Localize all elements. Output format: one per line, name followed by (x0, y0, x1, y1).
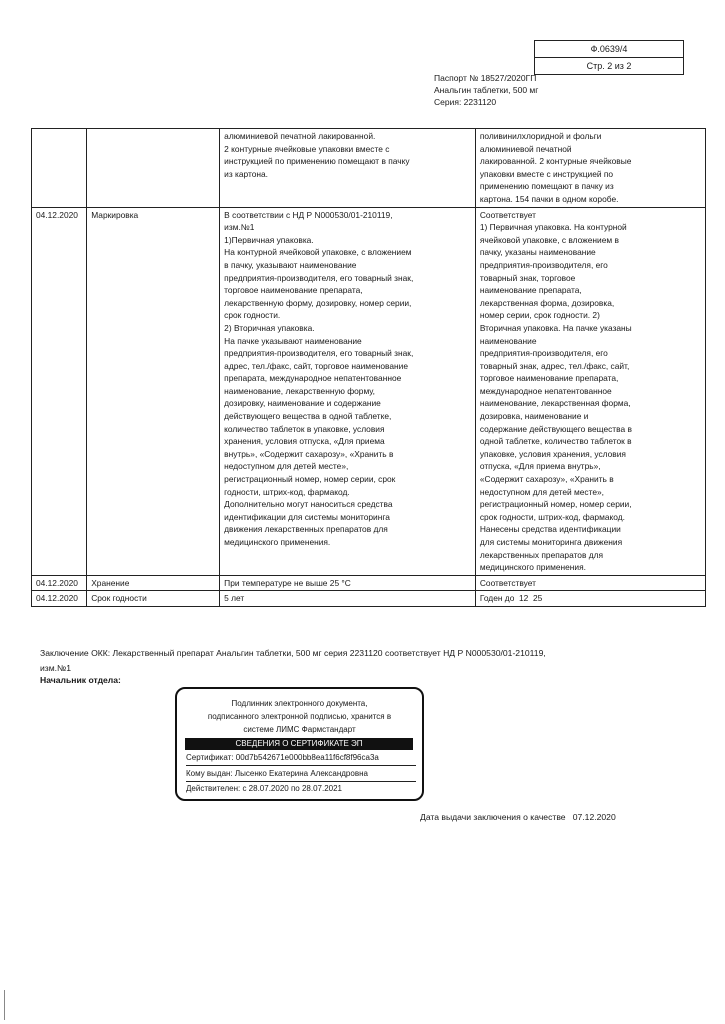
text-line: Нанесены средства идентификации (479, 524, 621, 535)
electronic-signature-stamp (175, 687, 424, 801)
text-line: недоступном для детей месте», (224, 461, 349, 472)
stamp-line: подписанного электронной подписью, хранится в (207, 712, 392, 721)
cell-name: Срок годности (87, 591, 220, 607)
text-line: внутрь», «Содержит сахарозу», «Хранить в (224, 448, 394, 459)
table-row-packaging (32, 129, 706, 208)
text-line: лакированной. 2 контурные ячейковые (479, 156, 632, 167)
cell-result: Соответствует (475, 575, 705, 591)
text-line: торговое наименование препарата, (479, 373, 619, 384)
stamp-issued-to: Кому выдан: Лысенко Екатерина Александровна (186, 769, 368, 778)
table-row-marking (32, 207, 706, 575)
table-row-storage (32, 575, 706, 591)
text-line: предприятия-производителя, его (479, 348, 608, 359)
cell-date: 04.12.2020 (32, 591, 87, 607)
text-line: поливинилхлоридной и фольги (479, 131, 602, 141)
text-line: лекарственная форма, дозировка, (479, 297, 615, 308)
text-line: лекарственную форму, дозировку, номер серии, (224, 297, 412, 308)
passport-header (434, 72, 538, 108)
text-line: алюминиевой печатной лакированной. (224, 131, 376, 141)
text-line: отпуска, «Для приема внутрь», (479, 461, 601, 472)
text-line: адрес, тел./факс, сайт, торговое наименование (224, 360, 408, 371)
stamp-underline (186, 781, 416, 782)
text-line: упаковке, условия хранения, условия (479, 448, 626, 459)
text-line: На контурной ячейковой упаковке, с вложением (224, 247, 412, 258)
cell-result: Годен до 12 25 (475, 591, 705, 607)
text-line: товарный знак, торговое (479, 272, 576, 283)
conclusion-line: изм.№1 (40, 663, 72, 673)
text-line: наименование, лекарственную форму, (224, 385, 375, 396)
form-code: Ф.0639/4 (590, 44, 628, 54)
text-line: дозировку, наименование и содержание (224, 398, 381, 409)
text-line: Дополнительно могут наноситься средства (224, 499, 393, 510)
text-line: в пачку, указывают наименование (224, 259, 357, 270)
text-line: одной таблетке, количество таблеток в (479, 436, 632, 447)
text-line: предприятия-производителя, его (479, 259, 608, 270)
text-line: 1) Первичная упаковка. На контурной (479, 222, 627, 233)
text-line: ячейковой упаковке, с вложением в (479, 234, 619, 245)
stamp-certificate-header: СВЕДЕНИЯ О СЕРТИФИКАТЕ ЭП (185, 738, 413, 750)
text-line: содержание действующего вещества в (479, 423, 632, 434)
text-line: для системы мониторинга движения (479, 537, 623, 547)
text-line: медицинского применения. (479, 562, 586, 573)
text-line: «Содержит сахарозу», «Хранить в (479, 474, 614, 485)
cell-date (32, 129, 87, 208)
conclusion-line: Заключение ОКК: Лекарственный препарат Анальгин таблетки, 500 мг серия 2231120 соответствует НД Р N000530/01-210119, (40, 648, 546, 658)
text-line: международное непатентованное (479, 385, 612, 396)
text-line: лекарственных препаратов для (479, 549, 604, 560)
text-line: препарата, международное непатентованное (224, 373, 402, 384)
text-line: недоступном для детей месте», (479, 486, 605, 497)
text-line: наименование (479, 335, 537, 346)
text-line: торговое наименование препарата, (224, 285, 363, 296)
cell-name: Хранение (87, 575, 220, 591)
text-line: действующего вещества в одной таблетке, (224, 411, 392, 422)
results-table (31, 128, 706, 607)
text-line: количество таблеток в упаковке, условия (224, 423, 385, 434)
text-line: пачку, указаны наименование (479, 247, 596, 258)
stamp-certificate-id: Сертификат: 00d7b542671e000bb8ea11f6cf8f96ca3a (186, 753, 379, 762)
stamp-underline (186, 765, 416, 766)
text-line: инструкцией по применению помещают в пачку (224, 156, 410, 167)
text-line: годности, штрих-код, фармакод. (224, 486, 350, 497)
text-line: В соответствии с НД Р N000530/01-210119, (224, 209, 393, 220)
text-line: наименование, лекарственная форма, (479, 398, 631, 409)
text-line: применению помещают в пачку из (479, 181, 614, 192)
text-line: предприятия-производителя, его товарный знак, (224, 272, 414, 283)
scan-edge-line (4, 990, 5, 1020)
stamp-line: системе ЛИМС Фармстандарт (243, 725, 356, 734)
cell-requirement: При температуре не выше 25 °С (220, 575, 476, 591)
passport-series: Серия: 2231120 (434, 97, 497, 107)
text-line: медицинского применения. (224, 537, 331, 547)
text-line: хранения, условия отпуска, «Для приема (224, 436, 385, 447)
form-code-box (534, 40, 684, 75)
text-line: идентификации для системы мониторинга (224, 511, 390, 522)
page-number: Стр. 2 из 2 (535, 57, 683, 74)
cell-requirement (220, 207, 476, 575)
table-row-shelf-life (32, 591, 706, 607)
text-line: картона. 154 пачки в одном коробе. (479, 193, 619, 204)
text-line: 2 контурные ячейковые упаковки вместе с (224, 143, 390, 154)
text-line: алюминиевой печатной (479, 143, 572, 154)
text-line: предприятия-производителя, его товарный знак, (224, 348, 414, 359)
cell-requirement (220, 129, 476, 208)
stamp-line: Подлинник электронного документа, (231, 699, 368, 708)
cell-result (475, 207, 705, 575)
cell-result (475, 129, 705, 208)
text-line: наименование препарата, (479, 285, 582, 296)
cell-date: 04.12.2020 (32, 207, 87, 575)
text-line: Вторичная упаковка. На пачке указаны (479, 322, 632, 333)
stamp-validity: Действителен: с 28.07.2020 по 28.07.2021 (186, 784, 342, 793)
passport-product: Анальгин таблетки, 500 мг (434, 85, 539, 95)
text-line: дозировка, наименование и (479, 411, 589, 422)
text-line: срок годности, штрих-код, фармакод. (479, 511, 625, 522)
text-line: Соответствует (479, 209, 536, 220)
text-line: из картона. (224, 168, 269, 179)
text-line: регистрационный номер, номер серии, срок (224, 474, 396, 485)
cell-name (87, 129, 220, 208)
text-line: 2) Вторичная упаковка. (224, 322, 315, 333)
passport-number: Паспорт № 18527/2020ГП (434, 73, 537, 83)
text-line: номер серии, срок годности. 2) (479, 310, 600, 321)
cell-name: Маркировка (87, 207, 220, 575)
text-line: 1)Первичная упаковка. (224, 234, 314, 245)
text-line: регистрационный номер, номер серии, (479, 499, 632, 510)
cell-requirement: 5 лет (220, 591, 476, 607)
text-line: движения лекарственных препаратов для (224, 524, 388, 535)
text-line: На пачке указывают наименование (224, 335, 362, 346)
cell-date: 04.12.2020 (32, 575, 87, 591)
department-head-label: Начальник отдела: (40, 675, 121, 685)
text-line: срок годности. (224, 310, 281, 321)
text-line: изм.№1 (224, 222, 255, 233)
text-line: товарный знак, адрес, тел./факс, сайт, (479, 360, 630, 371)
text-line: упаковки вместе с инструкцией по (479, 168, 614, 179)
issue-date: Дата выдачи заключения о качестве 07.12.2020 (420, 812, 616, 822)
qc-conclusion (40, 646, 600, 676)
